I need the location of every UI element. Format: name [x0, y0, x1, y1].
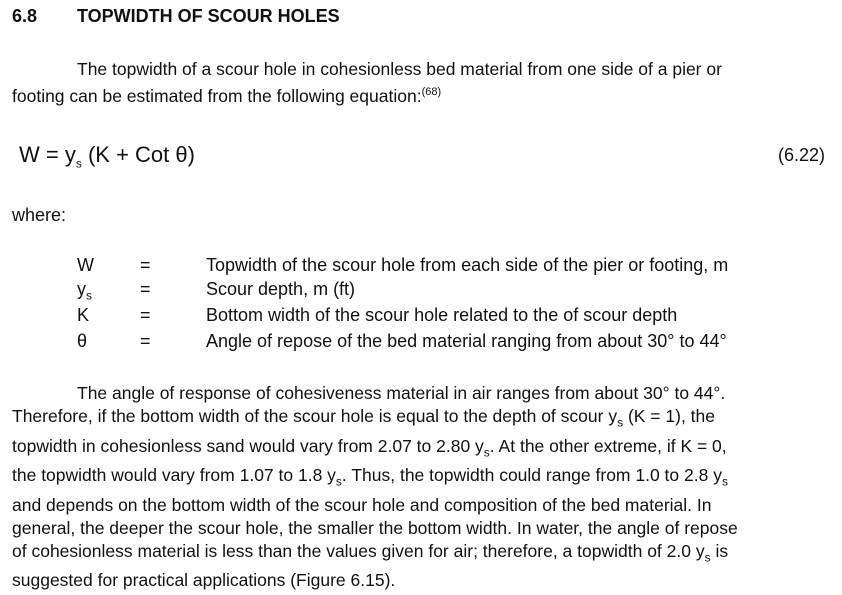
definition-equals: = — [140, 305, 151, 325]
body-paragraph — [12, 382, 832, 592]
definition-symbol: W — [77, 255, 94, 275]
equation-number: (6.22) — [777, 145, 825, 165]
body-line: and depends on the bottom width of the scour hole and composition of the bed material. In — [12, 494, 712, 515]
section-number: 6.8 — [12, 6, 38, 26]
intro-text: footing can be estimated from the following equation: — [12, 85, 422, 106]
equation-rhs: (K + Cot θ) — [81, 142, 195, 167]
reference-marker: (68) — [421, 86, 442, 98]
body-line: topwidth in cohesionless sand would vary from 2.07 to 2.80 $y_s$. At the other extreme, if K = 0, — [12, 435, 727, 459]
body-line: Therefore, if the bottom width of the scour hole is equal to the depth of scour $y_s$ (K = 1), the — [12, 406, 715, 430]
section-title: TOPWIDTH OF SCOUR HOLES — [77, 6, 340, 26]
definition-symbol: θ — [77, 331, 88, 351]
definition-symbol: K — [77, 305, 90, 325]
where-label: where: — [12, 205, 67, 225]
equation-subscript: s — [75, 156, 82, 171]
definition-equals: = — [140, 255, 151, 275]
definition-equals: = — [140, 331, 151, 351]
intro-line — [12, 81, 832, 108]
definition-equals: = — [140, 279, 151, 299]
definition-text: Angle of repose of the bed material ranging from about 30° to 44° — [206, 331, 727, 351]
definition-symbol: $y_s$ — [77, 279, 92, 303]
body-line: The angle of response of cohesiveness material in air ranges from about 30° to 44°. — [77, 383, 726, 403]
definition-text: Bottom width of the scour hole related to the of scour depth — [206, 305, 678, 325]
intro-line: The topwidth of a scour hole in cohesionless bed material from one side of a pier or — [77, 59, 722, 79]
equation — [19, 142, 195, 170]
body-line: general, the deeper the scour hole, the smaller the bottom width. In water, the angle of repose — [12, 517, 738, 538]
body-line: the topwidth would vary from 1.07 to 1.8 $y_s$. Thus, the topwidth could range from 1.0 to 2.8 $y_s$ — [12, 465, 728, 489]
body-line: suggested for practical applications (Figure 6.15). — [12, 570, 396, 590]
definition-text: Topwidth of the scour hole from each side of the pier or footing, m — [206, 255, 729, 275]
intro-paragraph — [12, 58, 832, 108]
definition-text: Scour depth, m (ft) — [206, 279, 356, 299]
equation-lhs: W = y — [19, 142, 76, 167]
body-line: of cohesionless material is less than the values given for air; therefore, a topwidth of 2.0 $y_s$ is — [12, 540, 729, 564]
